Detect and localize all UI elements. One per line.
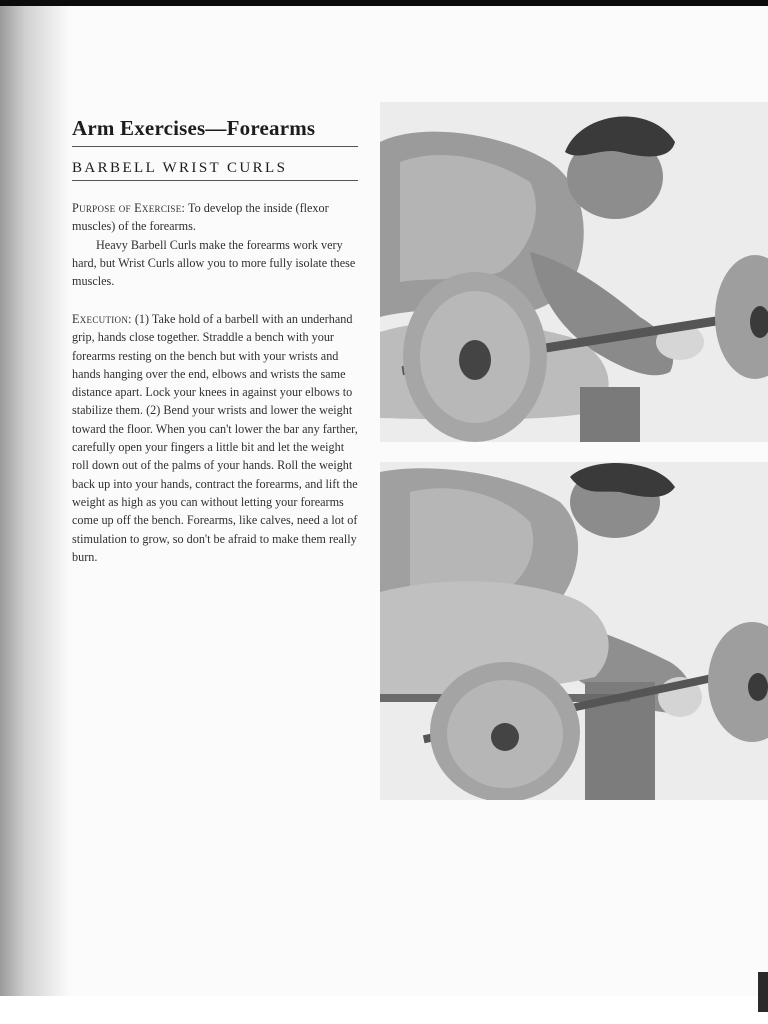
exercise-photo-start (380, 102, 768, 442)
book-gutter-shadow (0, 6, 70, 996)
section-rule (72, 180, 358, 181)
purpose-block (72, 199, 360, 290)
execution-block (72, 310, 360, 566)
page-corner-shadow (758, 972, 768, 1012)
execution-text: (1) Take hold of a barbell with an underhand grip, hands close together. Straddle a bench with your forearms resting on the bench but with your wrists and hands hanging over the end, elbows and wrists the same distance apart. Lock your knees in against your elbows to stabilize them. (2) Bend your wrists and lower the weight toward the floor. When you can't lower the bar any farther, carefully open your fingers a little bit and let the weight roll down out of the palms of your hands. Roll the weight back up into your hands, contract the forearms, and lift the weight as high as you can without letting your forearms come up off the bench. Forearms, like calves, need a lot of stimulation to grow, so don't be afraid to make them really burn. (72, 312, 358, 564)
section-title: BARBELL WRIST CURLS (72, 160, 288, 176)
purpose-label: Purpose of Exercise: (72, 201, 186, 215)
title-rule (72, 146, 358, 147)
photo-lowered-illustration (380, 462, 768, 800)
execution-label: Execution: (72, 312, 132, 326)
purpose-text: To develop the inside (flexor muscles) of the forearms. (72, 201, 329, 234)
photo-start-illustration (380, 102, 768, 442)
execution-paragraph (72, 310, 360, 566)
purpose-detail-paragraph: Heavy Barbell Curls make the forearms work very hard, but Wrist Curls allow you to more fully isolate these muscles. (72, 237, 356, 289)
page-bottom-edge (0, 996, 768, 1024)
page-top-edge (0, 0, 768, 6)
purpose-paragraph (72, 199, 360, 236)
exercise-photo-lowered (380, 462, 768, 800)
page-title: Arm Exercises—Forearms (72, 116, 316, 140)
